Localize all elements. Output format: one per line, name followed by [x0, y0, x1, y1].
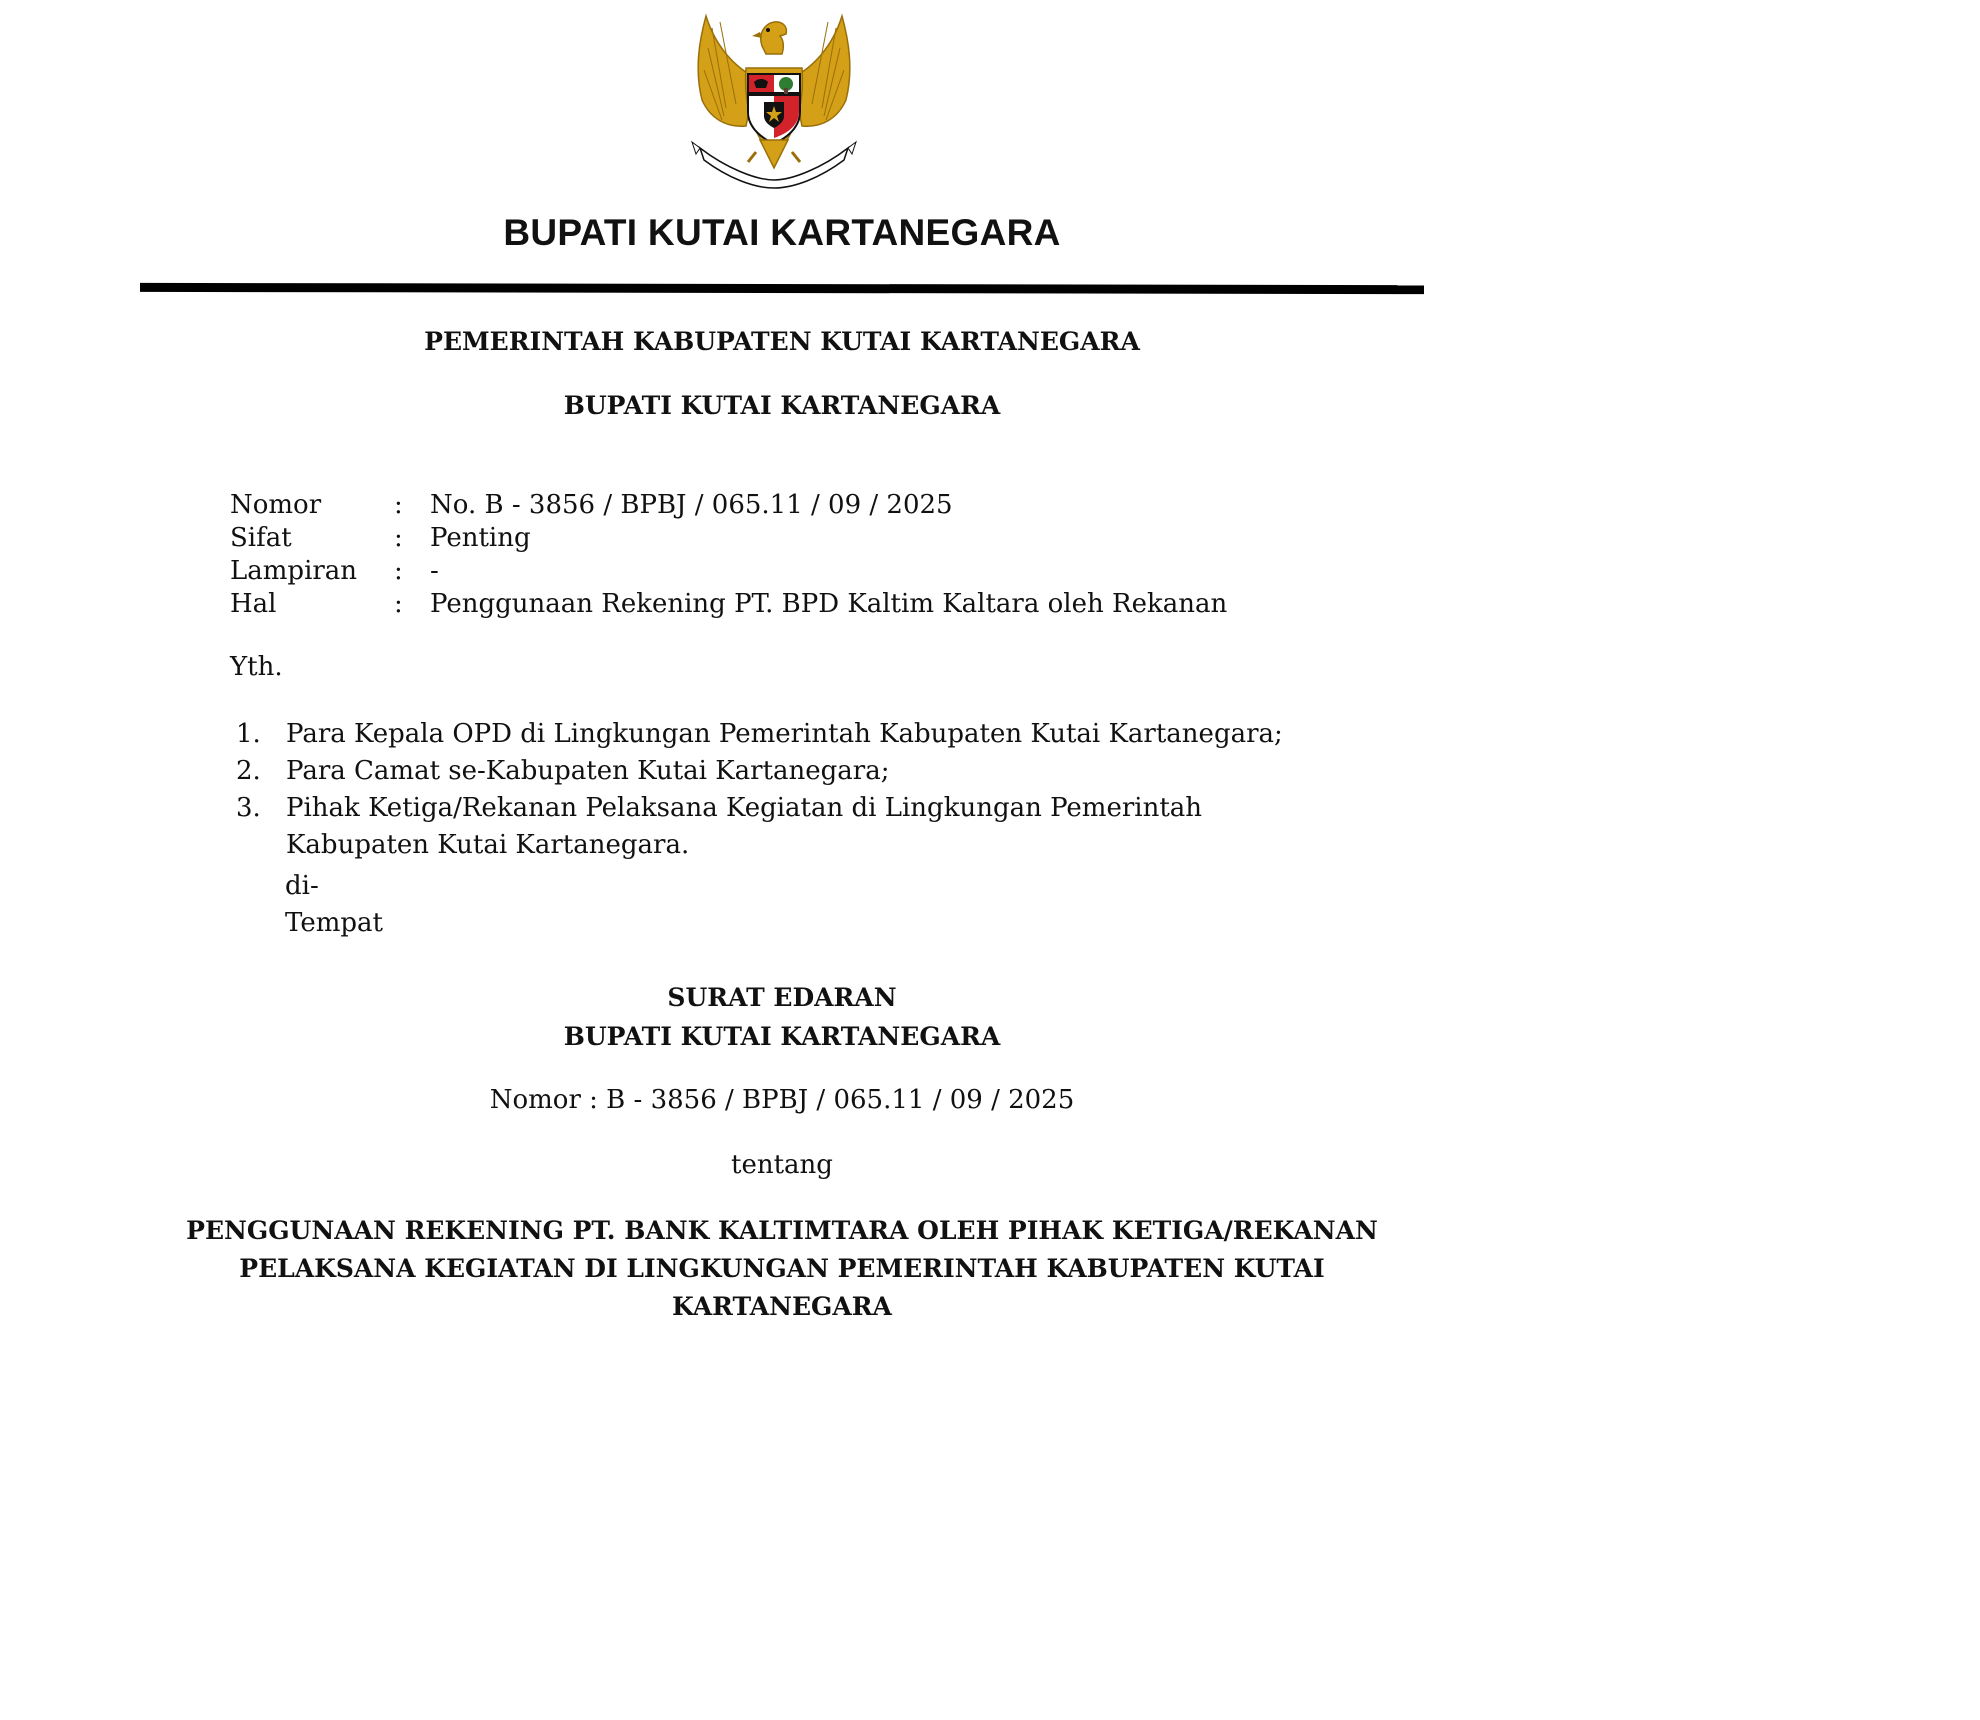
place-di: di- [285, 871, 319, 901]
place-tempat: Tempat [285, 908, 383, 938]
list-item [236, 790, 1346, 864]
list-item [236, 753, 1346, 790]
list-number: 2. [236, 756, 261, 786]
circular-title: SURAT EDARAN [667, 983, 897, 1012]
list-item [236, 716, 1346, 753]
meta-colon: : [394, 589, 403, 619]
meta-value: Penting [430, 523, 531, 553]
meta-label: Sifat [230, 523, 292, 553]
list-text: Para Kepala OPD di Lingkungan Pemerintah Kabupaten Kutai Kartanegara; [286, 719, 1283, 749]
meta-label: Hal [230, 589, 277, 619]
circular-about-label: tentang [731, 1150, 833, 1180]
meta-colon: : [394, 523, 403, 553]
subject-line: KARTANEGARA [672, 1292, 892, 1321]
meta-value: Penggunaan Rekening PT. BPD Kaltim Kaltara oleh Rekanan [430, 589, 1228, 619]
subject-line: PELAKSANA KEGIATAN DI LINGKUNGAN PEMERINTAH KABUPATEN KUTAI [239, 1254, 1325, 1283]
list-number: 1. [236, 719, 261, 749]
meta-value: - [430, 556, 439, 586]
salutation: Yth. [230, 652, 283, 682]
heading-organization: PEMERINTAH KABUPATEN KUTAI KARTANEGARA [424, 327, 1140, 356]
letterhead-divider [140, 283, 1424, 294]
meta-label: Nomor [230, 490, 322, 520]
meta-value: No. B - 3856 / BPBJ / 065.11 / 09 / 2025 [430, 490, 953, 520]
list-text: Para Camat se-Kabupaten Kutai Kartanegara; [286, 756, 890, 786]
meta-colon: : [394, 556, 403, 586]
meta-colon: : [394, 490, 403, 520]
list-text: Pihak Ketiga/Rekanan Pelaksana Kegiatan di Lingkungan Pemerintah Kabupaten Kutai Kartanegara. [286, 793, 1203, 860]
circular-number: Nomor : B - 3856 / BPBJ / 065.11 / 09 / 2025 [489, 1085, 1075, 1115]
letterhead-title: BUPATI KUTAI KARTANEGARA [503, 212, 1061, 253]
circular-issuer: BUPATI KUTAI KARTANEGARA [563, 1022, 1001, 1051]
meta-label: Lampiran [230, 556, 358, 586]
list-number: 3. [236, 793, 261, 823]
heading-office: BUPATI KUTAI KARTANEGARA [563, 391, 1001, 420]
circular-subject [0, 1212, 1564, 1326]
subject-line: PENGGUNAAN REKENING PT. BANK KALTIMTARA OLEH PIHAK KETIGA/REKANAN [186, 1216, 1378, 1245]
garuda-emblem-icon [686, 8, 862, 192]
recipient-list [236, 716, 1346, 864]
